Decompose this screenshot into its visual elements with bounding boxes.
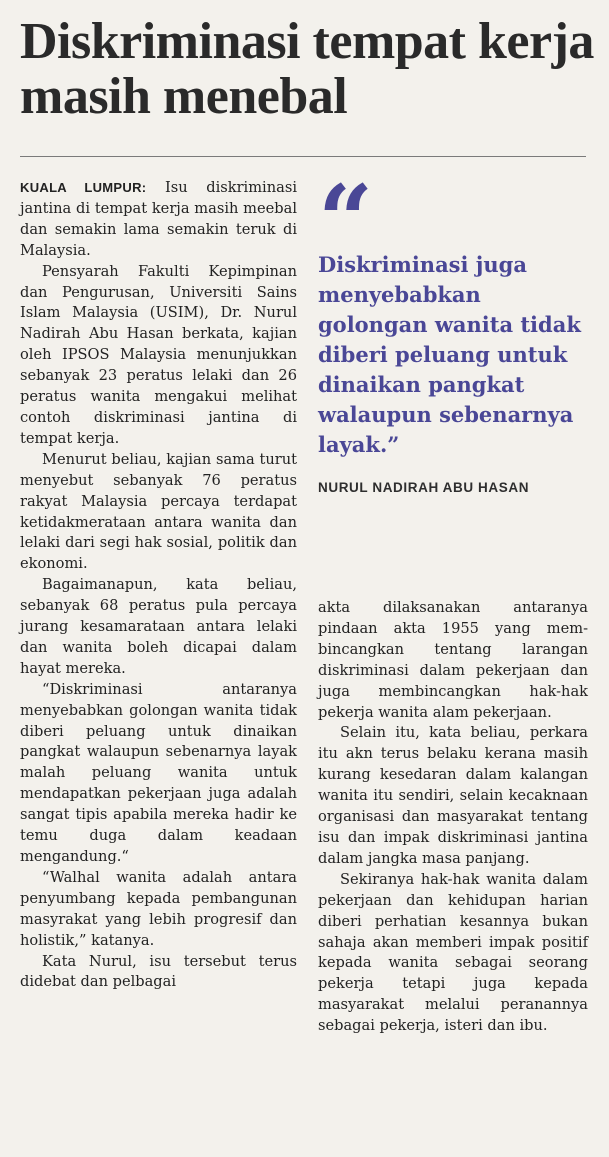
body-paragraph: Kata Nurul, isu tersebut terus didebat dan pelbagai [20, 952, 297, 991]
body-paragraph: Bagaimanapun, kata beliau, sebanyak 68 peratus pula percaya jurang kesamarataan antara lelaki dan wanita boleh dicapai dalam hayat mereka. [20, 576, 297, 677]
body-paragraph: Sekiranya hak-hak wanita dalam pekerjaan dan kehidupan harian diberi perhatian kesannya bukan sahaja akan memberi impak positif kepada wanita sebagai seorang pekerja tetapi juga kepada masyarakat melalui peranannya sebagai pekerja, isteri dan ibu. [318, 870, 588, 1035]
body-paragraph: “Diskriminasi antaranya menyebabkan golongan wanita tidak diberi peluang untuk dinaikan pangkat walaupun sebenarnya layak malah peluang wanita untuk mendapatkan pekerjaan juga adalah sangat tipis apabila mereka hadir ke temu duga dalam keadaan mengandung.“ [20, 680, 297, 865]
pull-quote-text: Diskriminasi juga menyebabkan golongan wanita tidak diberi peluang untuk dinaikan pangkat walaupun sebenarnya layak.” [318, 252, 581, 457]
article-column-right [318, 598, 588, 1037]
article-column-left [20, 178, 297, 993]
body-paragraph: akta dilaksanakan antaranya pindaan akta 1955 yang membincangkan tentang larangan diskriminasi dalam pekerjaan dan juga membincangkan hak-hak pekerja wanita alam pekerjaan. [318, 599, 588, 721]
pull-quote [318, 164, 588, 495]
body-paragraph: “Walhal wanita adalah antara penyumbang kepada pembangunan masyrakat yang lebih progresif dan holistik,” katanya. [20, 868, 297, 949]
body-paragraph: Menurut beliau, kajian sama turut menyebut sebanyak 76 peratus rakyat Malaysia percaya terdapat ketidakmerataan antara wanita dan lelaki dari segi hak sosial, politik dan ekonomi. [20, 450, 297, 573]
body-paragraph: Selain itu, kata beliau, perkara itu akn terus belaku kerana masih kurang kesedaran dalam kalangan wanita itu sendiri, selain kecaknaan organisasi dan masyarakat tentang isu dan impak diskriminasi jantina dalam jangka masa panjang. [318, 724, 588, 867]
lead-text: Isu diskriminasi jantina di tempat kerja masih meebal dan semakin lama semakin teruk di Malaysia. [20, 179, 297, 259]
pull-quote-author: NURUL NADIRAH ABU HASAN [318, 480, 530, 495]
dateline: KUALA LUMPUR: [20, 180, 147, 195]
lead-paragraph [20, 178, 297, 262]
article-headline: Diskriminasi tempat kerja masih menebal [20, 13, 594, 125]
headline-divider [20, 156, 586, 157]
quote-mark-icon: “ [318, 164, 368, 277]
body-paragraph: Pensyarah Fakulti Kepimpinan dan Pengurusan, Universiti Sains Islam Malaysia (USIM), Dr. Nurul Nadirah Abu Hasan berkata, kajian oleh IPSOS Malaysia menunjukkan sebanyak 23 peratus lelaki dan 26 peratus wanita mengakui melihat contoh diskriminasi jantina di tempat kerja. [20, 262, 297, 447]
